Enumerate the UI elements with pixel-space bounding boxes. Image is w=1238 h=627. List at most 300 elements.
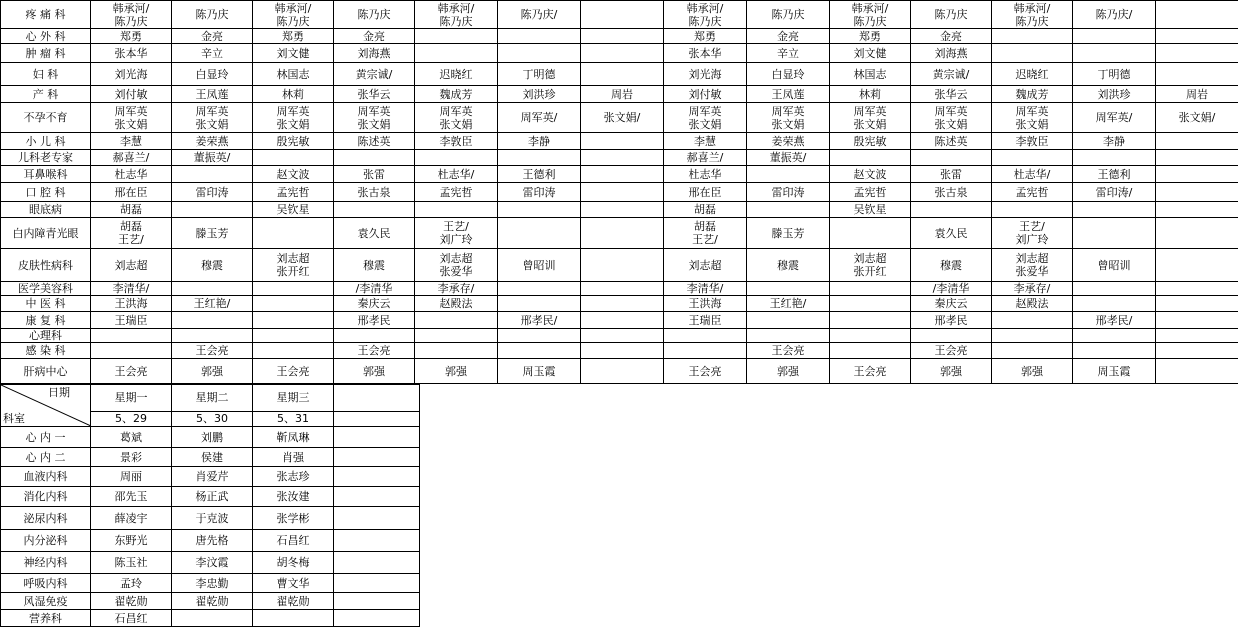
upper-row <box>1 359 1238 384</box>
department-name: 白内障青光眼 <box>1 218 91 249</box>
doctor-cell <box>830 329 911 343</box>
upper-row <box>1 343 1238 359</box>
doctor-cell: 周军英 张文娟 <box>334 103 415 133</box>
doctor-cell: 刘志超 张开红 <box>253 249 334 282</box>
doctor-cell: 秦庆云 <box>911 296 992 312</box>
doctor-cell <box>830 150 911 166</box>
doctor-cell: 王会亮 <box>830 359 911 384</box>
doctor-cell: 王会亮 <box>747 343 830 359</box>
upper-row <box>1 166 1238 183</box>
doctor-cell: 金亮 <box>172 29 253 44</box>
lower-schedule-table <box>0 384 420 627</box>
doctor-cell: /李清华 <box>911 282 992 296</box>
doctor-cell: 张雷 <box>911 166 992 183</box>
doctor-cell <box>830 312 911 329</box>
doctor-cell: 袁久民 <box>911 218 992 249</box>
doctor-cell: 肖强 <box>253 448 334 467</box>
department-name: 不孕不育 <box>1 103 91 133</box>
doctor-cell <box>1156 329 1238 343</box>
department-name: 心 外 科 <box>1 29 91 44</box>
doctor-cell: 郭强 <box>911 359 992 384</box>
doctor-cell: 滕玉芳 <box>172 218 253 249</box>
doctor-cell: 杨正武 <box>172 487 253 507</box>
doctor-cell <box>992 202 1073 218</box>
doctor-cell: 周军英 张文娟 <box>911 103 992 133</box>
doctor-cell: 韩承河/ 陈乃庆 <box>91 1 172 29</box>
doctor-cell: 周军英 张文娟 <box>415 103 498 133</box>
doctor-cell <box>172 166 253 183</box>
doctor-cell <box>498 202 581 218</box>
doctor-cell: 郑勇 <box>664 29 747 44</box>
doctor-cell: 黄宗诚/ <box>911 63 992 86</box>
doctor-cell: 李静 <box>1073 133 1156 150</box>
doctor-cell: 陈玉社 <box>91 552 172 574</box>
doctor-cell <box>498 150 581 166</box>
doctor-cell <box>664 343 747 359</box>
blank-cell <box>334 467 420 487</box>
doctor-cell <box>172 329 253 343</box>
doctor-cell: 邢在臣 <box>664 183 747 202</box>
doctor-cell: 韩承河/ 陈乃庆 <box>664 1 747 29</box>
doctor-cell <box>498 343 581 359</box>
doctor-cell <box>172 282 253 296</box>
doctor-cell: 翟乾勋 <box>172 593 253 610</box>
date-header: 5、30 <box>172 411 253 426</box>
doctor-cell: 郑勇 <box>830 29 911 44</box>
doctor-cell: 张雷 <box>334 166 415 183</box>
doctor-cell <box>1156 166 1238 183</box>
doctor-cell: 王凤莲 <box>172 86 253 103</box>
doctor-cell: 雷印涛/ <box>1073 183 1156 202</box>
doctor-cell <box>498 282 581 296</box>
department-name: 肝病中心 <box>1 359 91 384</box>
doctor-cell <box>1156 202 1238 218</box>
doctor-cell: 周军英 张文娟 <box>830 103 911 133</box>
lower-row <box>1 487 420 507</box>
doctor-cell: 金亮 <box>747 29 830 44</box>
doctor-cell <box>581 296 664 312</box>
doctor-cell <box>415 44 498 63</box>
doctor-cell: 董振英/ <box>747 150 830 166</box>
doctor-cell <box>172 312 253 329</box>
doctor-cell: 袁久民 <box>334 218 415 249</box>
doctor-cell: 穆震 <box>747 249 830 282</box>
doctor-cell <box>1156 44 1238 63</box>
department-name: 消化内科 <box>1 487 91 507</box>
doctor-cell: 刘志超 张爱华 <box>415 249 498 282</box>
doctor-cell <box>830 343 911 359</box>
doctor-cell: 胡磊 <box>664 202 747 218</box>
doctor-cell <box>498 218 581 249</box>
doctor-cell <box>1156 133 1238 150</box>
doctor-cell <box>1156 249 1238 282</box>
doctor-cell: 周玉霞 <box>498 359 581 384</box>
doctor-cell: 张学彬 <box>253 507 334 530</box>
doctor-cell <box>1073 343 1156 359</box>
doctor-cell: 辛立 <box>172 44 253 63</box>
department-name: 医学美容科 <box>1 282 91 296</box>
department-name: 儿科老专家 <box>1 150 91 166</box>
department-name: 康 复 科 <box>1 312 91 329</box>
doctor-cell: 赵文波 <box>253 166 334 183</box>
lower-row <box>1 467 420 487</box>
doctor-cell: 王会亮 <box>911 343 992 359</box>
doctor-cell: 李慧 <box>91 133 172 150</box>
doctor-cell <box>415 312 498 329</box>
doctor-cell <box>1156 63 1238 86</box>
doctor-cell: 曹文华 <box>253 574 334 593</box>
doctor-cell: 李承存/ <box>415 282 498 296</box>
doctor-cell: 王德利 <box>1073 166 1156 183</box>
doctor-cell <box>498 329 581 343</box>
doctor-cell <box>992 329 1073 343</box>
doctor-cell: 陈乃庆 <box>172 1 253 29</box>
upper-row <box>1 329 1238 343</box>
doctor-cell: 周玉霞 <box>1073 359 1156 384</box>
doctor-cell: 殷宪敏 <box>830 133 911 150</box>
doctor-cell: 王洪海 <box>664 296 747 312</box>
doctor-cell: 翟乾勋 <box>253 593 334 610</box>
department-name: 风湿免疫 <box>1 593 91 610</box>
blank-cell <box>334 448 420 467</box>
doctor-cell: 陈乃庆/ <box>498 1 581 29</box>
doctor-cell: 张文娟/ <box>581 103 664 133</box>
doctor-cell <box>581 29 664 44</box>
doctor-cell <box>581 1 664 29</box>
doctor-cell <box>253 312 334 329</box>
doctor-cell: 穆震 <box>172 249 253 282</box>
doctor-cell <box>581 133 664 150</box>
upper-row <box>1 150 1238 166</box>
department-name: 神经内科 <box>1 552 91 574</box>
doctor-cell: 吴钦星 <box>830 202 911 218</box>
doctor-cell <box>830 296 911 312</box>
doctor-cell: 周军英 张文娟 <box>664 103 747 133</box>
doctor-cell <box>91 343 172 359</box>
doctor-cell <box>1156 183 1238 202</box>
doctor-cell: 邵先玉 <box>91 487 172 507</box>
doctor-cell: 张汝建 <box>253 487 334 507</box>
doctor-cell <box>253 282 334 296</box>
doctor-cell: 雷印涛 <box>747 183 830 202</box>
doctor-cell: /李清华 <box>334 282 415 296</box>
doctor-cell <box>415 150 498 166</box>
doctor-cell <box>581 150 664 166</box>
corner-date-label: 日期 <box>48 386 70 399</box>
blank-cell <box>334 487 420 507</box>
upper-row <box>1 44 1238 63</box>
doctor-cell <box>1073 329 1156 343</box>
doctor-cell: 雷印涛 <box>172 183 253 202</box>
doctor-cell: 孟玲 <box>91 574 172 593</box>
doctor-cell: 孟宪哲 <box>992 183 1073 202</box>
doctor-cell <box>1156 282 1238 296</box>
doctor-cell: 张文娟/ <box>1156 103 1238 133</box>
doctor-cell: 刘洪珍 <box>1073 86 1156 103</box>
date-header: 5、31 <box>253 411 334 426</box>
doctor-cell <box>253 150 334 166</box>
doctor-cell: 林莉 <box>253 86 334 103</box>
upper-row <box>1 202 1238 218</box>
blank-cell <box>334 411 420 426</box>
doctor-cell: 郑勇 <box>253 29 334 44</box>
doctor-cell: 侯建 <box>172 448 253 467</box>
upper-row <box>1 218 1238 249</box>
doctor-cell: 林莉 <box>830 86 911 103</box>
doctor-cell: 张本华 <box>91 44 172 63</box>
doctor-cell: 穆震 <box>911 249 992 282</box>
doctor-cell: 胡磊 王艺/ <box>91 218 172 249</box>
doctor-cell: 辛立 <box>747 44 830 63</box>
doctor-cell: 李承存/ <box>992 282 1073 296</box>
doctor-cell: 姜荣燕 <box>172 133 253 150</box>
doctor-cell: 赵殿法 <box>415 296 498 312</box>
doctor-cell: 王德利 <box>498 166 581 183</box>
doctor-cell: 杜志华/ <box>415 166 498 183</box>
doctor-cell: 殷宪敏 <box>253 133 334 150</box>
doctor-cell: 郝喜兰/ <box>91 150 172 166</box>
department-name: 血液内科 <box>1 467 91 487</box>
corner-department-label: 科室 <box>3 412 25 425</box>
doctor-cell <box>992 44 1073 63</box>
doctor-cell: 林国志 <box>253 63 334 86</box>
doctor-cell: 周军英 张文娟 <box>172 103 253 133</box>
doctor-cell: 于克波 <box>172 507 253 530</box>
doctor-cell <box>334 202 415 218</box>
doctor-cell: 邢在臣 <box>91 183 172 202</box>
doctor-cell <box>830 218 911 249</box>
doctor-cell: 孟宪哲 <box>830 183 911 202</box>
doctor-cell <box>581 44 664 63</box>
doctor-cell <box>172 202 253 218</box>
doctor-cell: 韩承河/ 陈乃庆 <box>253 1 334 29</box>
upper-row <box>1 312 1238 329</box>
doctor-cell <box>581 343 664 359</box>
doctor-cell: 李汶霞 <box>172 552 253 574</box>
doctor-cell: 郝喜兰/ <box>664 150 747 166</box>
doctor-cell <box>747 329 830 343</box>
doctor-cell: 邢孝民/ <box>1073 312 1156 329</box>
doctor-cell: 李敦臣 <box>992 133 1073 150</box>
doctor-cell <box>415 202 498 218</box>
doctor-cell <box>1073 29 1156 44</box>
doctor-cell: 张志珍 <box>253 467 334 487</box>
doctor-cell <box>581 202 664 218</box>
upper-row <box>1 296 1238 312</box>
doctor-cell: 周军英 张文娟 <box>253 103 334 133</box>
doctor-cell: 张华云 <box>334 86 415 103</box>
doctor-cell: 陈乃庆 <box>747 1 830 29</box>
doctor-cell: 刘付敏 <box>91 86 172 103</box>
doctor-cell: 丁明德 <box>1073 63 1156 86</box>
doctor-cell: 赵文波 <box>830 166 911 183</box>
doctor-cell: 迟晓红 <box>992 63 1073 86</box>
doctor-cell: 魏成芳 <box>992 86 1073 103</box>
doctor-cell <box>1073 296 1156 312</box>
doctor-cell: 迟晓红 <box>415 63 498 86</box>
doctor-cell: 韩承河/ 陈乃庆 <box>830 1 911 29</box>
doctor-cell: 王凤莲 <box>747 86 830 103</box>
doctor-cell <box>664 329 747 343</box>
lower-header-row <box>1 385 420 412</box>
doctor-cell: 金亮 <box>334 29 415 44</box>
blank-cell <box>334 385 420 412</box>
doctor-cell: 李清华/ <box>91 282 172 296</box>
upper-row <box>1 63 1238 86</box>
department-name: 内分泌科 <box>1 530 91 552</box>
weekday-header: 星期三 <box>253 385 334 412</box>
doctor-cell: 周岩 <box>1156 86 1238 103</box>
blank-cell <box>334 610 420 627</box>
upper-row <box>1 86 1238 103</box>
doctor-cell <box>1156 343 1238 359</box>
lower-row <box>1 552 420 574</box>
doctor-cell: 韩承河/ 陈乃庆 <box>992 1 1073 29</box>
lower-row <box>1 427 420 448</box>
doctor-cell <box>992 312 1073 329</box>
doctor-cell <box>253 296 334 312</box>
doctor-cell: 刘志超 <box>91 249 172 282</box>
doctor-cell: 郑勇 <box>91 29 172 44</box>
doctor-cell: 韩承河/ 陈乃庆 <box>415 1 498 29</box>
doctor-cell <box>992 343 1073 359</box>
doctor-cell <box>581 282 664 296</box>
doctor-cell: 王红艳/ <box>747 296 830 312</box>
doctor-cell: 刘志超 <box>664 249 747 282</box>
doctor-cell <box>1156 29 1238 44</box>
doctor-cell: 李忠勤 <box>172 574 253 593</box>
doctor-cell: 石昌红 <box>91 610 172 627</box>
doctor-cell: 曾昭训 <box>498 249 581 282</box>
doctor-cell <box>747 282 830 296</box>
doctor-cell: 秦庆云 <box>334 296 415 312</box>
doctor-cell <box>747 202 830 218</box>
date-department-corner <box>1 385 91 427</box>
doctor-cell: 薛凌宇 <box>91 507 172 530</box>
doctor-cell <box>334 150 415 166</box>
doctor-cell <box>581 312 664 329</box>
doctor-cell: 王瑞臣 <box>664 312 747 329</box>
doctor-cell: 张华云 <box>911 86 992 103</box>
doctor-cell: 穆震 <box>334 249 415 282</box>
doctor-cell <box>581 329 664 343</box>
doctor-cell: 胡冬梅 <box>253 552 334 574</box>
doctor-cell: 陈乃庆 <box>911 1 992 29</box>
doctor-cell: 金亮 <box>911 29 992 44</box>
doctor-cell: 王艺/ 刘广玲 <box>992 218 1073 249</box>
doctor-cell: 陈述英 <box>334 133 415 150</box>
upper-row <box>1 29 1238 44</box>
doctor-cell: 李敦臣 <box>415 133 498 150</box>
doctor-cell: 郭强 <box>334 359 415 384</box>
doctor-cell: 刘付敏 <box>664 86 747 103</box>
doctor-cell: 赵殿法 <box>992 296 1073 312</box>
doctor-cell: 魏成芳 <box>415 86 498 103</box>
doctor-cell <box>1156 312 1238 329</box>
doctor-cell: 东野光 <box>91 530 172 552</box>
department-name: 泌尿内科 <box>1 507 91 530</box>
doctor-cell: 石昌红 <box>253 530 334 552</box>
doctor-cell: 刘鹏 <box>172 427 253 448</box>
doctor-cell: 王会亮 <box>334 343 415 359</box>
doctor-cell: 邢孝民 <box>911 312 992 329</box>
doctor-cell <box>1073 218 1156 249</box>
doctor-cell <box>911 150 992 166</box>
department-name: 营养科 <box>1 610 91 627</box>
doctor-cell: 陈乃庆/ <box>1073 1 1156 29</box>
doctor-cell: 刘洪珍 <box>498 86 581 103</box>
date-header: 5、29 <box>91 411 172 426</box>
doctor-cell: 李清华/ <box>664 282 747 296</box>
department-name: 疼 痛 科 <box>1 1 91 29</box>
doctor-cell <box>1156 296 1238 312</box>
doctor-cell: 郭强 <box>992 359 1073 384</box>
department-name: 皮肤性病科 <box>1 249 91 282</box>
lower-row <box>1 530 420 552</box>
doctor-cell <box>334 329 415 343</box>
doctor-cell: 雷印涛 <box>498 183 581 202</box>
doctor-cell: 王会亮 <box>253 359 334 384</box>
doctor-cell: 王红艳/ <box>172 296 253 312</box>
upper-row <box>1 249 1238 282</box>
doctor-cell: 杜志华/ <box>992 166 1073 183</box>
department-name: 口 腔 科 <box>1 183 91 202</box>
doctor-cell: 周军英 张文娟 <box>992 103 1073 133</box>
doctor-cell: 刘光海 <box>664 63 747 86</box>
doctor-cell: 张古泉 <box>334 183 415 202</box>
doctor-cell: 周军英 张文娟 <box>91 103 172 133</box>
upper-row <box>1 103 1238 133</box>
lower-row <box>1 448 420 467</box>
lower-row <box>1 574 420 593</box>
doctor-cell: 张本华 <box>664 44 747 63</box>
doctor-cell <box>581 63 664 86</box>
doctor-cell: 靳凤琳 <box>253 427 334 448</box>
department-name: 心 内 二 <box>1 448 91 467</box>
doctor-cell <box>581 359 664 384</box>
blank-cell <box>334 552 420 574</box>
doctor-cell: 周军英 张文娟 <box>747 103 830 133</box>
doctor-cell <box>581 249 664 282</box>
doctor-cell <box>1073 44 1156 63</box>
doctor-cell: 唐先格 <box>172 530 253 552</box>
doctor-cell <box>415 329 498 343</box>
lower-row <box>1 610 420 627</box>
upper-row <box>1 282 1238 296</box>
doctor-cell <box>747 312 830 329</box>
doctor-cell <box>1073 150 1156 166</box>
doctor-cell: 翟乾勋 <box>91 593 172 610</box>
doctor-cell <box>581 166 664 183</box>
department-name: 产 科 <box>1 86 91 103</box>
doctor-cell <box>253 610 334 627</box>
lower-row <box>1 593 420 610</box>
doctor-cell <box>253 329 334 343</box>
doctor-cell: 王瑞臣 <box>91 312 172 329</box>
doctor-cell: 刘文健 <box>253 44 334 63</box>
doctor-cell: 邢孝民/ <box>498 312 581 329</box>
blank-cell <box>334 507 420 530</box>
blank-cell <box>334 530 420 552</box>
doctor-cell <box>498 29 581 44</box>
doctor-cell: 黄宗诚/ <box>334 63 415 86</box>
doctor-cell: 陈述英 <box>911 133 992 150</box>
doctor-cell: 刘光海 <box>91 63 172 86</box>
blank-cell <box>334 574 420 593</box>
doctor-cell: 周丽 <box>91 467 172 487</box>
doctor-cell <box>498 44 581 63</box>
doctor-cell <box>1073 202 1156 218</box>
